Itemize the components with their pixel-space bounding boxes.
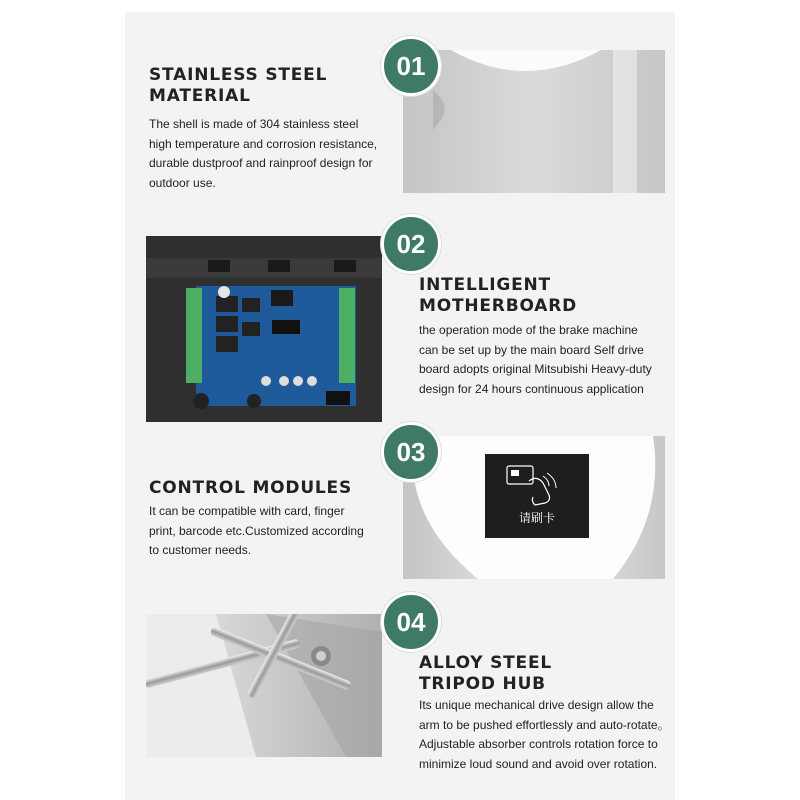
section-3-desc-line: to customer needs. <box>149 543 252 557</box>
motherboard-image <box>146 236 382 422</box>
section-1-desc-line: durable dustproof and rainproof design for <box>149 156 373 170</box>
card-reader-label: 请刷卡 <box>518 511 555 525</box>
section-2-desc-line: design for 24 hours continuous application <box>419 381 644 396</box>
section-4-title-line: TRIPOD HUB <box>419 674 546 694</box>
section-2-desc-line: can be set up by the main board Self drive <box>419 342 644 357</box>
section-1-desc-line: high temperature and corrosion resistance, <box>149 136 378 151</box>
section-2-title-line: MOTHERBOARD <box>419 296 578 316</box>
section-2-description <box>419 321 652 399</box>
section-1-title-line: STAINLESS STEEL <box>149 65 328 85</box>
section-4-desc-line: arm to be pushed effortlessly and auto-rotate。 <box>419 717 670 732</box>
section-1-desc-line: outdoor use. <box>149 175 216 190</box>
section-3-desc-line: It can be compatible with card, finger <box>149 504 345 518</box>
section-3-title-line: CONTROL MODULES <box>149 478 353 498</box>
section-2-desc-line: the operation mode of the brake machine <box>419 323 638 337</box>
section-1-description <box>149 115 377 193</box>
section-2-number-badge: 02 <box>381 214 441 274</box>
section-1-title <box>149 65 327 107</box>
section-4-title-line: ALLOY STEEL <box>419 653 552 673</box>
section-3-desc-line: print, barcode etc.Customized according <box>149 523 364 538</box>
section-3-title <box>149 478 352 499</box>
tripod-hub-image <box>146 614 382 757</box>
section-4-title <box>419 653 552 695</box>
section-2-desc-line: board adopts original Mitsubishi Heavy-duty <box>419 362 652 376</box>
section-4-number-badge: 04 <box>381 592 441 652</box>
section-3-number-badge: 03 <box>381 422 441 482</box>
section-1-number-badge: 01 <box>381 36 441 96</box>
section-4-desc-line: Adjustable absorber controls rotation force to <box>419 737 658 751</box>
stainless-steel-image <box>403 50 665 193</box>
section-2-title <box>419 275 577 317</box>
card-reader-image <box>403 436 665 579</box>
section-4-description <box>419 696 670 774</box>
section-4-desc-line: Its unique mechanical drive design allow the <box>419 698 654 712</box>
section-3-description <box>149 502 364 561</box>
section-1-desc-line: The shell is made of 304 stainless steel <box>149 117 359 131</box>
section-4-desc-line: minimize loud sound and avoid over rotation. <box>419 756 658 771</box>
section-1-title-line: MATERIAL <box>149 86 251 106</box>
section-2-title-line: INTELLIGENT <box>419 275 551 295</box>
